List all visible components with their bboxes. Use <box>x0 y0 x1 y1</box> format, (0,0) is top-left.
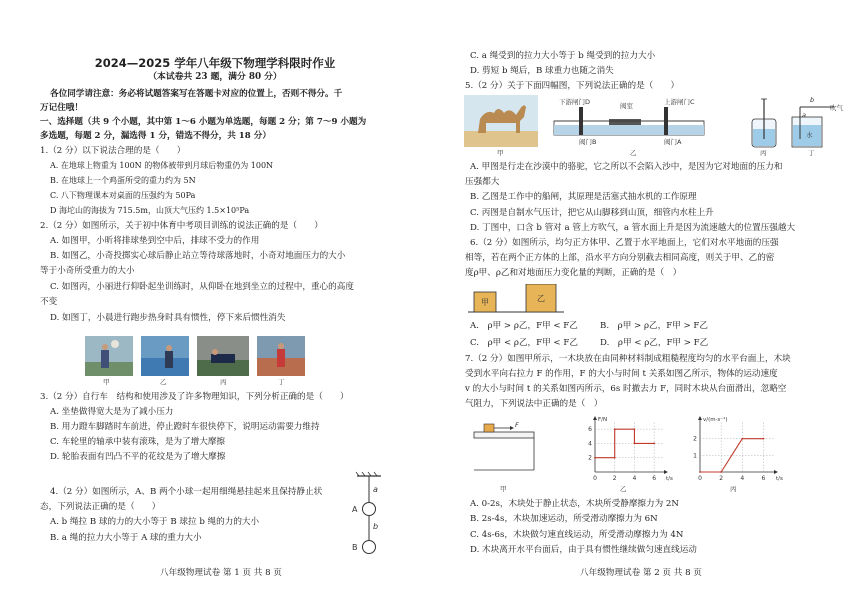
q5-option-a: A. 甲图是行走在沙漠中的骆驼，它之所以不会陷入沙中，是因为它对地面的压力和 <box>470 162 783 172</box>
tube-label-water: 水 <box>806 131 813 139</box>
x-tick-label: 4 <box>632 475 637 482</box>
data-point <box>594 457 596 459</box>
x-tick-label: 2 <box>719 475 724 482</box>
q6-option-c: C. ρ甲 < ρ乙，F甲 < F乙 <box>470 338 578 348</box>
series-line <box>595 429 654 458</box>
block-jia-label: 甲 <box>481 298 489 307</box>
y-tick-label: 4 <box>588 440 592 448</box>
notice-line-2: 万记住哦！ <box>40 103 83 113</box>
y-tick-label: 1 <box>693 452 697 460</box>
photo-ding <box>257 336 305 376</box>
q6-option-b: B. ρ甲 > ρ乙，F甲 > F乙 <box>600 321 708 331</box>
block-yi-label: 乙 <box>537 294 545 303</box>
q1-option-c: C. 八下物理课本对桌面的压强约为 50Pa <box>50 191 196 200</box>
q5-caption-yi: 乙 <box>630 149 637 157</box>
x-tick-label: 0 <box>593 475 597 482</box>
q5-option-c: C. 丙图是自制水气压计，把它从山脚移到山顶，细管内水柱上升 <box>470 208 714 218</box>
q4-label-b: b <box>373 522 379 531</box>
q1-option-b: B. 在地球上一个鸡蛋所受的重力约为 5N <box>50 176 196 185</box>
q4-label-ball-a: A <box>352 505 358 514</box>
photo-jia <box>85 336 133 376</box>
q4-option-a: A. b 绳拉 B 球的力的大小等于 B 球拉 b 绳的力的大小 <box>50 517 260 527</box>
q5-caption-bing: 丙 <box>760 149 767 157</box>
q5-caption-jia: 甲 <box>497 149 504 157</box>
data-point <box>763 438 765 440</box>
q2-line-1: A. 如图甲，小昕将排球垫到空中后，排球不受力的作用 <box>50 236 260 246</box>
y-axis-arrow <box>593 416 597 420</box>
q6-stem-1: 6.（2 分）如图所示，均匀正方体甲、乙置于水平地面上，它们对水平地面的压强 <box>470 238 779 248</box>
data-point <box>614 428 616 430</box>
q4-label-ball-b: B <box>352 543 358 552</box>
data-point <box>699 471 701 473</box>
data-point <box>634 443 636 445</box>
q2-photos <box>85 336 325 386</box>
y-tick-label: 2 <box>588 454 592 462</box>
page-right <box>430 0 850 608</box>
data-point <box>720 471 722 473</box>
q5-caption-ding: 丁 <box>808 149 815 157</box>
y-axis-label: v/(m·s⁻¹) <box>703 417 728 423</box>
x-axis-arrow <box>774 470 778 474</box>
y-tick-label: 2 <box>693 435 697 443</box>
section1-line-1: 一、选择题（共 9 个小题，其中第 1～6 小题为单选题，每题 2 分；第 7～9 小题为 <box>40 117 367 127</box>
footer-left: 八年级物理试卷 第 1 页 共 8 页 <box>160 568 282 578</box>
y-axis-label: F/N <box>598 417 608 423</box>
q7-option-c: C. 4s-6s，木块做匀速直线运动，所受滑动摩擦力为 4N <box>470 530 684 540</box>
x-axis-arrow <box>664 470 668 474</box>
q3-option-c: C. 车轮里的轴承中装有滚珠，是为了增大摩擦 <box>50 437 226 447</box>
force-time-chart <box>575 414 680 484</box>
footer-right: 八年级物理试卷 第 2 页 共 8 页 <box>580 568 702 578</box>
q3-option-a: A. 坐垫做得宽大是为了减小压力 <box>50 407 174 417</box>
page-left <box>0 0 420 608</box>
q3-stem: 3.（2 分）自行车 结构和使用涉及了许多物理知识，下列分析正确的是（ ） <box>40 392 349 402</box>
data-point <box>634 428 636 430</box>
data-point <box>741 438 743 440</box>
q2-line-6: D. 如图丁，小晨进行跑步热身时具有惯性，停下来后惯性消失 <box>50 313 286 323</box>
water-barometer <box>752 99 776 147</box>
q2-line-4: C. 如图丙，小丽进行仰卧起坐训练时，从仰卧在地到坐立的过程中，重心的高度 <box>50 282 354 292</box>
q3-option-d: D. 轮胎表面有凹凸不平的花纹是为了增大摩擦 <box>50 452 226 462</box>
x-axis-label: t/s <box>666 476 673 482</box>
q5-stem: 5.（2 分）关于下面四幅图，下列说法正确的是（ ） <box>465 81 680 91</box>
x-tick-label: 6 <box>761 475 766 482</box>
q4-stem-2: 态，下列说法正确的是（ ） <box>40 502 161 512</box>
q7-stem-3: v 的大小与时间 t 的关系如图丙所示，6s 时撤去力 F，同时木块从台面滑出，忽略空 <box>465 384 787 394</box>
q2-line-2: B. 如图乙，小奇投掷实心球后静止站立等待球落地时，小奇对地面压力的大小 <box>50 251 346 261</box>
q1-stem: 1.（2 分）以下说法合理的是（ ） <box>40 146 186 156</box>
tube-label-a: a <box>802 111 806 119</box>
q7-stem-2: 受到水平向右拉力 F 的作用，F 的大小与时间 t 关系如图乙所示，物体的运动速度 <box>465 369 778 379</box>
data-point <box>614 457 616 459</box>
q7-option-a: A. 0-2s，木块处于静止状态，木块所受静摩擦力为 2N <box>470 499 679 509</box>
q4-stem-1: 4.（2 分）如图所示，A、B 两个小球一起用细绳悬挂起来且保持静止状 <box>50 487 323 497</box>
q6-stem-2: 相等，若在两个正方体的上部，沿水平方向分别截去相同高度，则关于甲、乙的密 <box>465 253 775 263</box>
force-label: F <box>515 421 519 429</box>
lock-label-valve-room: 阀室 <box>620 102 633 110</box>
q3-option-b: B. 用力蹬车脚踏时车前进，停止蹬时车很快停下，说明运动需要力维持 <box>50 422 320 432</box>
photo-bing <box>197 336 249 376</box>
q2-line-5: 不变 <box>40 297 58 307</box>
x-tick-label: 6 <box>652 475 657 482</box>
q7-caption-jia: 甲 <box>500 485 507 493</box>
q5-figures <box>464 95 844 153</box>
x-tick-label: 2 <box>612 475 617 482</box>
q1-option-a: A. 在地球上物重为 100N 的物体被带到月球后物重仍为 100N <box>50 161 274 170</box>
q5-option-d: D. 丁图中，口含 b 管对 a 管上方吹气，a 管水面上升是因为流速越大的位置压强越大 <box>470 223 796 233</box>
exam-subtitle: （本试卷共 23 题，满分 80 分） <box>148 72 282 82</box>
x-tick-label: 0 <box>698 475 702 482</box>
x-axis-label: t/s <box>776 476 783 482</box>
q7-option-d: D. 木块离开水平台面后，由于具有惯性继续做匀速直线运动 <box>470 545 697 555</box>
velocity-time-chart <box>680 414 790 484</box>
data-point <box>653 443 655 445</box>
exam-title: 2024—2025 学年八年级下物理学科限时作业 <box>94 56 336 70</box>
notice-line-1: 各位同学请注意：务必将试题答案写在答题卡对应的位置上，否则不得分。千 <box>50 89 343 99</box>
q4-option-d: D. 剪短 b 绳后，B 球重力也随之消失 <box>470 66 614 76</box>
q7-table-figure <box>470 418 550 480</box>
q7-stem-4: 气阻力，下列说法中正确的是（ ） <box>465 399 603 409</box>
photo-yi <box>141 336 189 376</box>
q2-caption-ding: 丁 <box>278 378 285 386</box>
q5-option-b: B. 乙图是工作中的船闸，其原理是活塞式抽水机的工作原理 <box>470 192 697 202</box>
q1-option-d: D 海坨山的海拔为 715.5m，山顶大气压约 1.5×10⁵Pa <box>50 206 250 215</box>
q2-caption-jia: 甲 <box>103 378 110 386</box>
q6-option-d: D. ρ甲 < ρ乙，F甲 > F乙 <box>600 338 709 348</box>
q4-option-c: C. a 绳受到的拉力大小等于 b 绳受到的拉力大小 <box>470 51 656 61</box>
lock-label-valve-a: 阀门A <box>664 138 682 146</box>
y-tick-label: 6 <box>588 426 592 434</box>
q2-caption-bing: 丙 <box>220 378 227 386</box>
q7-option-b: B. 2s-4s，木块加速运动，所受滑动摩擦力为 6N <box>470 514 658 524</box>
lock-label-valve-b: 阀门B <box>579 138 597 146</box>
q7-stem-1: 7.（2 分）如图甲所示，一木块放在由同种材料制成粗糙程度均匀的水平台面上，木块 <box>465 354 791 364</box>
q7-caption-yi: 乙 <box>620 485 627 493</box>
tube-label-b: b <box>810 96 815 104</box>
q2-line-3: 等于小奇所受重力的大小 <box>40 266 135 276</box>
q7-caption-bing: 丙 <box>730 485 737 493</box>
q5-option-a-cont: 压强都大 <box>465 177 500 187</box>
lock-label-gate-d: 下游闸门D <box>559 98 591 106</box>
q6-stem-3: 度ρ甲、ρ乙和对地面压力变化量的判断，正确的是（ ） <box>465 268 682 278</box>
q6-option-a: A. ρ甲 > ρ乙，F甲 < F乙 <box>470 321 578 331</box>
ship-lock-diagram <box>554 107 704 135</box>
q2-stem: 2.（2 分）如图所示，关于初中体育中考项目训练的说法正确的是（ ） <box>40 221 323 231</box>
section1-line-2: 多选题，每题 2 分，漏选得 1 分，错选不得分，共 18 分） <box>40 131 271 141</box>
blowing-tube-figure <box>792 107 834 147</box>
camel-image <box>464 95 538 147</box>
q2-caption-yi: 乙 <box>160 378 167 386</box>
lock-label-gate-c: 上游闸门C <box>664 98 695 106</box>
y-axis-arrow <box>698 416 702 420</box>
tube-label-blow: 吹气 <box>830 104 843 112</box>
q4-label-a: a <box>373 485 378 494</box>
x-tick-label: 4 <box>740 475 745 482</box>
q4-option-b: B. a 绳的拉力大小等于 A 球的重力大小 <box>50 533 202 543</box>
